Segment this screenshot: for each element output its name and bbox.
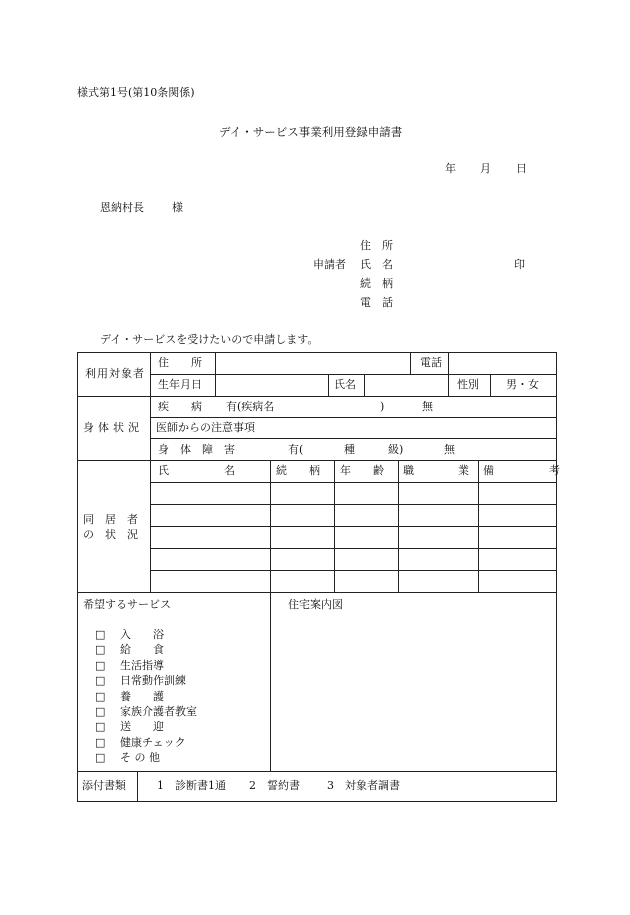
services-header: 希望するサービス bbox=[83, 598, 171, 611]
applicant-phone-label: 電 話 bbox=[360, 296, 393, 309]
disability-label: 身 体 障 害 bbox=[158, 443, 235, 456]
household-col-notes: 備 考 bbox=[483, 464, 560, 477]
doctor-notes-label: 医師からの注意事項 bbox=[156, 421, 255, 434]
service-checkbox[interactable]: □ bbox=[95, 705, 106, 718]
service-label: 日常動作訓練 bbox=[120, 674, 186, 687]
disability-type: 種 bbox=[344, 443, 355, 456]
addressee-honorific: 様 bbox=[172, 201, 183, 214]
household-col-age: 年 齢 bbox=[340, 464, 384, 477]
disease-close: ) bbox=[380, 400, 385, 413]
service-label: 給 食 bbox=[120, 643, 164, 656]
disease-value: 有(疾病名 bbox=[226, 400, 275, 413]
disease-label: 疾 病 bbox=[158, 400, 202, 413]
attachment-item: 3 対象者調書 bbox=[327, 779, 400, 792]
date-month: 月 bbox=[480, 162, 491, 175]
attachment-item: 1 診断書1通 bbox=[157, 779, 226, 792]
intro-text: デイ・サービスを受けたいので申請します。 bbox=[100, 333, 319, 346]
disability-none: 無 bbox=[444, 443, 455, 456]
service-checkbox[interactable]: □ bbox=[95, 674, 106, 687]
target-birthdate-label: 生年月日 bbox=[158, 378, 202, 391]
service-checkbox[interactable]: □ bbox=[95, 643, 106, 656]
target-sex-label: 性別 bbox=[457, 378, 479, 391]
service-checkbox[interactable]: □ bbox=[95, 736, 106, 749]
target-phone-label: 電話 bbox=[420, 356, 442, 369]
attachment-item: 2 誓約書 bbox=[249, 779, 300, 792]
disability-grade: 級) bbox=[388, 443, 404, 456]
target-sex-options: 男・女 bbox=[506, 378, 539, 391]
service-checkbox[interactable]: □ bbox=[95, 659, 106, 672]
form-title: デイ・サービス事業利用登録申請書 bbox=[219, 125, 403, 139]
household-section-label-2: の 状 況 bbox=[83, 528, 138, 541]
service-label: 健康チェック bbox=[120, 736, 186, 749]
service-label: 養 護 bbox=[120, 690, 164, 703]
applicant-relation-label: 続 柄 bbox=[360, 277, 393, 290]
household-col-name: 氏 名 bbox=[158, 464, 235, 477]
service-label: 生活指導 bbox=[120, 659, 164, 672]
applicant-label: 申請者 bbox=[313, 258, 346, 271]
date-year: 年 bbox=[445, 162, 456, 175]
map-header: 住宅案内図 bbox=[288, 598, 343, 611]
household-col-job: 職 業 bbox=[403, 464, 469, 477]
service-checkbox[interactable]: □ bbox=[95, 628, 106, 641]
applicant-address-label: 住 所 bbox=[360, 239, 393, 252]
service-label: 送 迎 bbox=[120, 720, 164, 733]
service-checkbox[interactable]: □ bbox=[95, 720, 106, 733]
disability-value: 有( bbox=[288, 443, 304, 456]
attachments-label: 添付書類 bbox=[82, 779, 126, 792]
service-label: 入 浴 bbox=[120, 628, 164, 641]
service-checkbox[interactable]: □ bbox=[95, 751, 106, 764]
date-day: 日 bbox=[516, 162, 527, 175]
applicant-name-label: 氏 名 bbox=[360, 258, 393, 271]
disease-none: 無 bbox=[422, 400, 433, 413]
target-address-label: 住 所 bbox=[158, 356, 202, 369]
household-section-label-1: 同 居 者 bbox=[83, 513, 138, 526]
service-label: 家族介護者教室 bbox=[120, 705, 197, 718]
target-name-label: 氏名 bbox=[334, 378, 356, 391]
service-label: そ の 他 bbox=[120, 751, 160, 764]
addressee-name: 恩納村長 bbox=[100, 201, 144, 214]
household-col-relation: 続 柄 bbox=[276, 464, 320, 477]
target-section-label: 利用対象者 bbox=[85, 367, 145, 380]
seal-mark: 印 bbox=[514, 258, 525, 271]
form-number: 様式第1号(第10条関係) bbox=[77, 86, 195, 99]
map-area[interactable] bbox=[272, 616, 554, 768]
condition-section-label: 身体状況 bbox=[83, 421, 143, 434]
service-checkbox[interactable]: □ bbox=[95, 690, 106, 703]
